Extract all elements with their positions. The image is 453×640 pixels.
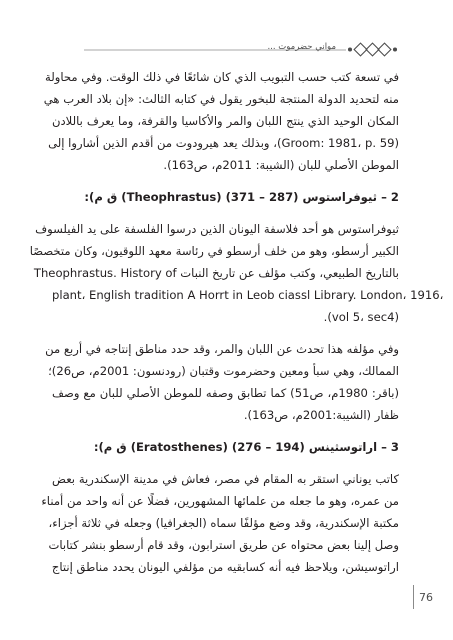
text-line: الممالك، وهي سبأ ومعين وحضرموت وقتبان (رودنسون: 2001م، ص26)؛ — [48, 364, 399, 378]
paragraph-4 — [41, 468, 399, 578]
text-line: من عمره، وهو ما جعله من علمائها المشهورين، فضلًا عن أنه واحد من أمناء — [41, 494, 399, 508]
section-heading-eratosthenes: 3 – اراتوسثينس (194 – 276) (Eratosthenes) ق م): — [93, 440, 399, 454]
running-head: مواني حضرموت ... — [267, 42, 336, 52]
text-line: الموطن الأصلي للبان (الشيبة: 2011م، ص163). — [163, 158, 399, 172]
text-line: في تسعة كتب حسب التبويب الذي كان شائعًا في ذلك الوقت. وفي محاولة — [45, 70, 399, 84]
text-line: منه لتحديد الدولة المنتجة للبخور يقول في كتابه الثالث: «إن بلاد العرب هي — [43, 92, 399, 106]
text-line: بالتاريخ الطبيعي، وكتب مؤلف عن تاريخ النبات Theophrastus. History of — [33, 266, 399, 280]
section-heading-theophrastus: 2 – ثيوفراستوس (287 – 371) (Theophrastus) ق م): — [84, 190, 399, 204]
text-line: ظفار (الشيبة:2001م، ص163). — [243, 408, 399, 422]
page-body — [29, 66, 444, 578]
text-line: وصل إلينا بعض محتواه عن طريق استرابون، وقد قام أرسطو بنشر كتابات — [48, 538, 399, 552]
text-line: (vol 5، sec4). — [323, 310, 399, 324]
text-line: plant، English tradition A Horrt in Leob ciassl Library. London، 1916، — [52, 288, 444, 302]
paragraph-1 — [43, 66, 399, 176]
text-line: الكبير أرسطو، وهو من خلف أرسطو في رئاسة معهد اللوقيون، وكان متخصصًا — [29, 244, 399, 258]
text-line: مكتبة الإسكندرية، وقد وضع مؤلفًا سماه (الجغرافيا) وجعله في ثلاثة أجزاء، — [48, 516, 399, 530]
page-number: 76 — [419, 591, 433, 604]
footer-rule — [413, 585, 414, 609]
text-line: وفي مؤلفه هذا تحدث عن اللبان والمر، وقد حدد مناطق إنتاجه في أربع من — [45, 342, 399, 356]
text-line: ثيوفراستوس هو أحد فلاسفة اليونان الذين درسوا الفلسفة على يد الفيلسوف — [35, 222, 399, 236]
text-line: (باقر: 1980م، ص51) كما تطابق وصفه للموطن الأصلي للبان مع وصف — [52, 386, 399, 400]
text-line: كاتب يوناني استقر به المقام في مصر، فعاش في مدينة الإسكندرية بعض — [52, 472, 399, 486]
paragraph-3 — [45, 338, 399, 426]
text-line: (Groom: 1981، p. 59)، وبذلك يعد هيرودوت من أقدم الذين أشاروا إلى — [48, 136, 399, 150]
text-line: اراتوسيشن، ويلاحظ فيه أنه كسابقيه من مؤلفي اليونان يحدد مناطق إنتاج — [51, 560, 399, 574]
decorative-knot-icon — [349, 43, 397, 56]
text-line: المكان الوحيد الذي ينتج اللبان والمر والأكاسيا والقرفة، وما يعرف باللادن — [52, 114, 399, 128]
paragraph-2 — [29, 218, 444, 328]
